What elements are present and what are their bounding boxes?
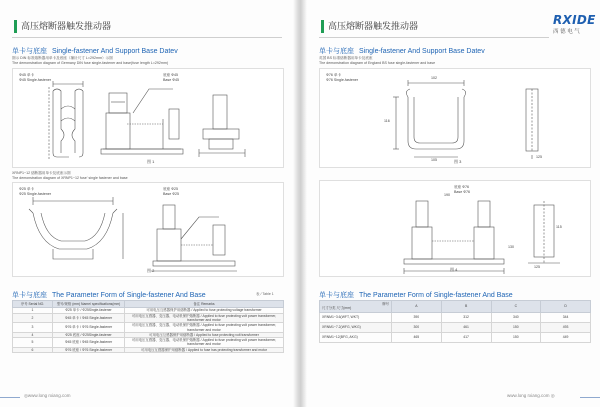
- dimension-label: 190: [444, 193, 450, 197]
- table-cell: 1: [13, 308, 53, 313]
- table-cell: 493: [541, 322, 591, 332]
- header-accent-bar: [321, 20, 324, 33]
- section-title-en: The Parameter Form of Single-fastener And Base: [52, 292, 206, 299]
- brand-logo: [553, 14, 597, 35]
- figure-1-label-base: [163, 73, 179, 83]
- figure-1-panel: [12, 68, 284, 168]
- book-gutter: [293, 0, 307, 407]
- label-cn: Φ25 单卡: [19, 187, 35, 191]
- column-header: B: [441, 301, 491, 313]
- table-cell: 可用电压互感器、变压器、电动机保护熔断器 / Applied to fuse protecting volt power transformer, transformer and motor: [125, 313, 284, 323]
- table-row: [320, 332, 591, 342]
- table-row: [320, 322, 591, 332]
- table-cell: 可用电压互感器、变压器、电动机保护熔断器 / Applied to fuse protecting volt power transformer, transformer and motor: [125, 323, 284, 333]
- header-rule: [12, 37, 282, 38]
- page-title: 高压熔断器触发推动器: [21, 21, 112, 31]
- parameter-table-left: [12, 300, 284, 353]
- table-cell: 2: [13, 313, 53, 323]
- dimension-label: 116: [384, 119, 390, 123]
- figure-4-drawing: [320, 181, 592, 278]
- section-title-en: Single-fastener And Support Base Datev: [359, 48, 485, 55]
- table-cell: 461: [441, 322, 491, 332]
- section-title-en: The Parameter Form of Single-fastener And Base: [359, 292, 513, 299]
- dimension-label: 105: [431, 158, 437, 162]
- figure-3-panel: [319, 68, 591, 168]
- table-cell: XRNM1~7.2(WFG, WKG): [320, 322, 392, 332]
- dimension-label: 102: [431, 76, 437, 80]
- table-section-title: [12, 290, 206, 300]
- table-cell: XRNM1~3.6(WFT, WKT): [320, 312, 392, 322]
- section-caption: [12, 56, 168, 65]
- brand-name-cn: 西德电气: [553, 29, 582, 35]
- label-en: Base Φ25: [163, 191, 180, 196]
- caption-en: The demonstration diagram of England BS fuse single-fastener and base: [319, 60, 436, 65]
- table-cell: Φ76 单卡 / Φ76 Single-fastener: [53, 323, 125, 333]
- table-cell: 390: [392, 312, 442, 322]
- column-header: 型号/规格 (mm) Name/ specifications(mm): [53, 301, 125, 308]
- figure-4-panel: [319, 180, 591, 277]
- table-cell: 417: [441, 332, 491, 342]
- table-cell: 可用电压互感器保护用熔断器 / Applied to fuse has protecting transformer and motor: [125, 347, 284, 352]
- caption-cn: XRNP1~12 熔断器用单卡及底座示图: [12, 171, 71, 175]
- figure-1-drawing: [13, 69, 285, 169]
- brand-wordmark: RXIDE: [553, 13, 596, 27]
- header-accent-bar: [14, 20, 17, 33]
- figure-3-number: 图 3: [454, 159, 462, 164]
- page-title: 高压熔断器触发推动器: [328, 21, 419, 31]
- table-cell: Φ45 底座 / Φ45 Single-fastener: [53, 338, 125, 348]
- label-cn: 底座 Φ45: [163, 73, 179, 77]
- right-page: [307, 0, 600, 407]
- label-en: Φ76 Single-fastener: [326, 77, 359, 82]
- label-en: Base Φ45: [163, 77, 180, 82]
- table-cell: XRNM1~12(BFG, AKG): [320, 332, 392, 342]
- table-cell: 可用电压互感器保护用熔断器 / Applied to fuse protecting volt transformer: [125, 332, 284, 337]
- figure-4-label-base: [454, 185, 470, 195]
- section-title-cn: 单卡与底座: [12, 48, 47, 55]
- footer-url[interactable]: ◎www.long rxiang.com: [24, 393, 71, 398]
- label-cn: Φ76 单卡: [326, 73, 342, 77]
- table-cell: 465: [392, 332, 442, 342]
- table-cell: Φ45 单卡 / Φ45 Single-fastener: [53, 313, 125, 323]
- table-caption: 表 / Table 1: [256, 292, 274, 296]
- header-rule: [319, 37, 549, 38]
- table-row: [13, 347, 284, 352]
- table-cell: 449: [541, 332, 591, 342]
- dimension-label: 115: [556, 225, 562, 229]
- left-page: [0, 0, 293, 407]
- figure-2-label-base: [163, 187, 179, 197]
- table-row: [13, 338, 284, 348]
- label-cn: 底座 Φ76: [454, 185, 470, 189]
- table-cell: 150: [491, 332, 541, 342]
- dimension-label: 125: [534, 265, 540, 269]
- table-cell: Φ76 底座 / Φ76 Single-fastener: [53, 347, 125, 352]
- figure-1-number: 图 1: [147, 159, 155, 164]
- section-title-cn: 单卡与底座: [12, 292, 47, 299]
- table-cell: 可用电压互感器保护用熔断器 / Applied to fuse protecting voltage transformer: [125, 308, 284, 313]
- label-cn: 底座 Φ25: [163, 187, 179, 191]
- dimension-label: 125: [536, 155, 542, 159]
- column-header: C: [491, 301, 541, 313]
- table-cell: 6: [13, 347, 53, 352]
- figure-2-drawing: [13, 183, 285, 278]
- table-header-row: [320, 301, 591, 313]
- section-title-cn: 单卡与底座: [319, 292, 354, 299]
- footer-rule: [580, 397, 600, 398]
- table-cell: 344: [541, 312, 591, 322]
- table-cell: 340: [491, 312, 541, 322]
- table-cell: 300: [392, 322, 442, 332]
- table-cell: 150: [491, 322, 541, 332]
- column-header: 备注 Remarks: [125, 301, 284, 308]
- table-cell: Φ25 底座 / Φ25Single-fastener: [53, 332, 125, 337]
- table-cell: Φ25 单卡 / Φ25Single-fastener: [53, 308, 125, 313]
- caption-en: The demonstration diagram of XRNP1~12 fuse' single fastener and base: [12, 175, 128, 180]
- table-cell: 5: [13, 338, 53, 348]
- table-row: [13, 323, 284, 333]
- table-cell: 可用电压互感器、变压器、电动机保护熔断器 / Applied to fuse protecting volt power transformer, transformer and motor: [125, 338, 284, 348]
- label-en: Φ25 Single-fastener: [19, 191, 52, 196]
- figure-2-number: 图 2: [147, 268, 155, 273]
- section-caption: [319, 56, 435, 65]
- column-header: D: [541, 301, 591, 313]
- figure-3-label-fastener: [326, 73, 358, 83]
- table-cell: 4: [13, 332, 53, 337]
- figure-4-number: 图 4: [450, 267, 458, 272]
- footer-rule: [0, 397, 20, 398]
- column-header: 序号 Serial NO.: [13, 301, 53, 308]
- figure-2-label-fastener: [19, 187, 51, 197]
- caption-cn: 图示 DIN 标准熔断器用单卡及底座（撞针尺寸 L=292mm）示图: [12, 56, 113, 60]
- table-section-title: [319, 290, 513, 300]
- section-title-en: Single-fastener And Support Base Datev: [52, 48, 178, 55]
- section-title-cn: 单卡与底座: [319, 48, 354, 55]
- section-caption-2: [12, 171, 128, 180]
- section-title: [319, 46, 485, 56]
- caption-cn: 英国 BS 标准熔断器用单卡及底座: [319, 56, 373, 60]
- figure-2-panel: [12, 182, 284, 277]
- table-cell: 3: [13, 323, 53, 333]
- label-en: Base Φ76: [454, 189, 471, 194]
- label-cn: Φ45 单卡: [19, 73, 35, 77]
- table-header-row: [13, 301, 284, 308]
- table-row: [13, 313, 284, 323]
- corner-header: [320, 301, 392, 313]
- dimension-label: 130: [508, 245, 514, 249]
- corner-header-top: 牌号: [382, 302, 389, 306]
- parameter-table-right: [319, 300, 591, 343]
- column-header: A: [392, 301, 442, 313]
- figure-3-drawing: [320, 69, 592, 169]
- corner-header-bottom: 尺寸分类 尺寸(mm): [322, 306, 352, 311]
- caption-en: The demonstration diagram of Germany DIN fuse single-fastener and base(fuse length L=292mm): [12, 60, 169, 65]
- label-en: Φ45 Single-fastener: [19, 77, 52, 82]
- footer-url[interactable]: www.long rxiang.com ◎: [507, 393, 555, 398]
- table-cell: 312: [441, 312, 491, 322]
- table-row: [320, 312, 591, 322]
- section-title: [12, 46, 178, 56]
- figure-1-label-fastener: [19, 73, 51, 83]
